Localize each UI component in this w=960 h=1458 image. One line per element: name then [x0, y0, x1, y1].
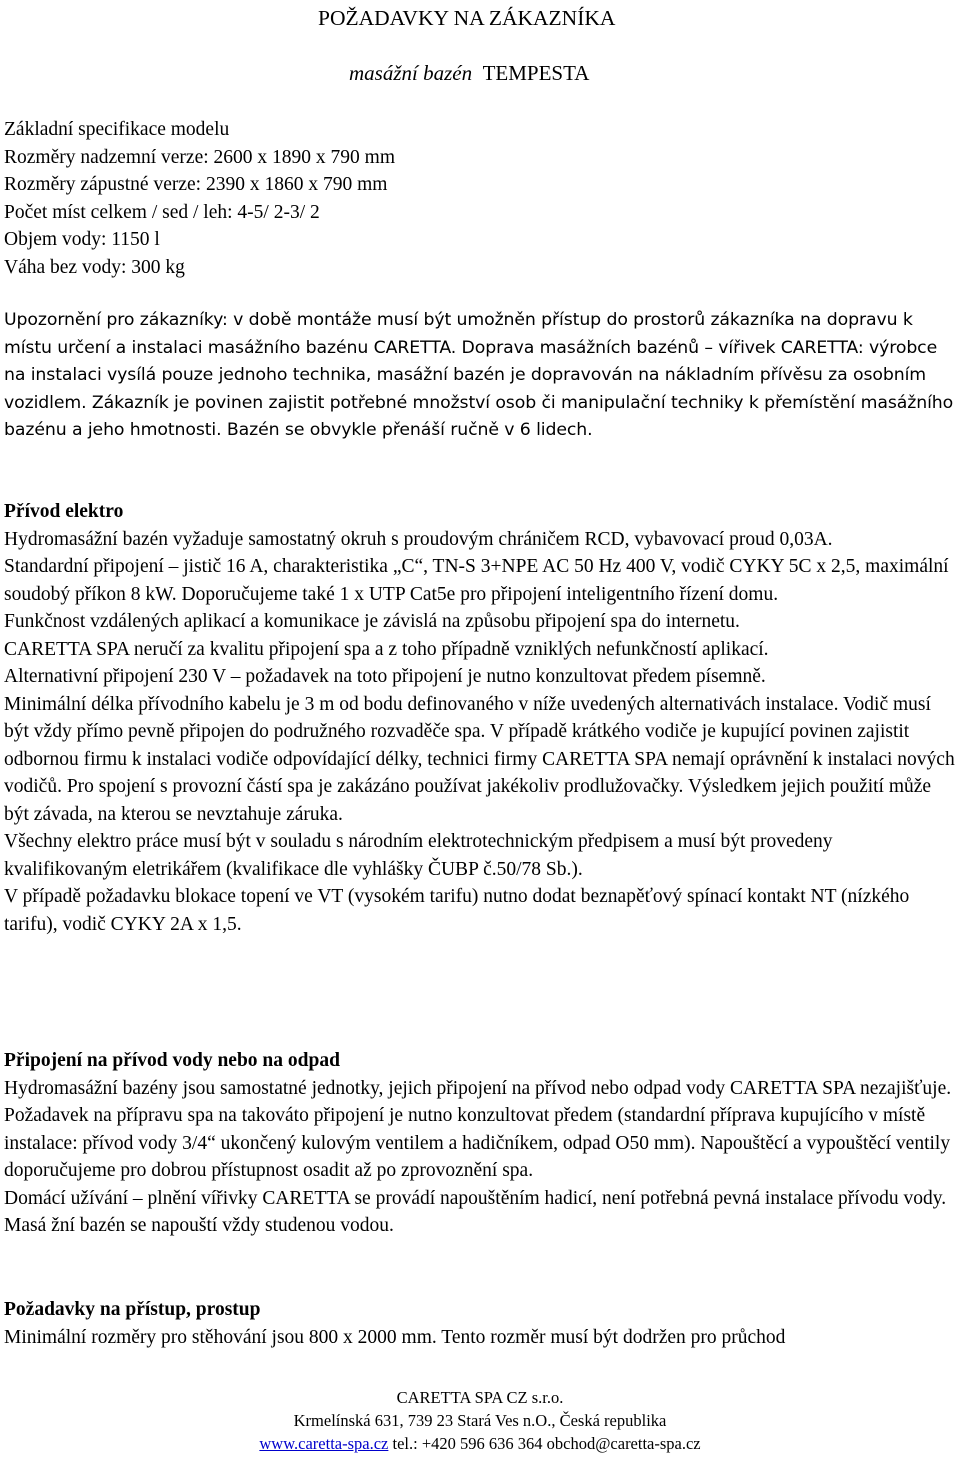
page-title: POŽADAVKY NA ZÁKAZNÍKA: [318, 6, 616, 30]
paragraph: Funkčnost vzdálených aplikací a komunikace je závislá na způsobu připojení spa do internetu.: [4, 611, 740, 632]
pristup-section: [4, 1296, 958, 1351]
paragraph: Hydromasážní bazény jsou samostatné jednotky, jejich připojení na přívod nebo odpad vody CARETTA SPA nezajišťuje. Požadavek na přípravu spa na takováto připojení je nutno konzultovat předem (standardní příprava kupujícího v místě instalace: přívod vody 3/4“ ukončený kulovým ventilem a hadičníkem, odpad O50 mm). Napouštěcí a vypouštěcí ventily doporučujeme pro dobrou přístupnost osadit až po zprovoznění spa.: [4, 1077, 952, 1181]
spec-section: [4, 116, 958, 281]
section-heading: Přívod elektro: [4, 501, 124, 522]
spec-heading: Základní specifikace modelu: [4, 119, 230, 140]
paragraph: Alternativní připojení 230 V – požadavek na toto připojení je nutno konzultovat předem písemně.: [4, 666, 766, 687]
section-heading: Požadavky na přístup, prostup: [4, 1299, 261, 1320]
page-subtitle: [349, 61, 589, 85]
voda-section: [4, 1047, 958, 1240]
footer-address: Krmelínská 631, 739 23 Stará Ves n.O., Česká republika: [293, 1411, 667, 1430]
notice-section: [4, 307, 958, 445]
spec-line: Rozměry nadzemní verze: 2600 x 1890 x 790 mm: [4, 146, 395, 168]
spec-line: Váha bez vody: 300 kg: [4, 256, 185, 278]
subtitle-model: TEMPESTA: [482, 61, 590, 85]
footer-company: CARETTA SPA CZ s.r.o.: [396, 1388, 564, 1407]
paragraph: Všechny elektro práce musí být v souladu s národním elektrotechnickým předpisem a musí být provedeny kvalifikovaným eletrikářem (kvalifikace dle vyhlášky ČUBP č.50/78 Sb.).: [4, 831, 833, 880]
paragraph: Standardní připojení – jistič 16 A, charakteristika „C“, TN-S 3+NPE AC 50 Hz 400 V, vodič CYKY 5C x 2,5, maximální soudobý příkon 8 kW. Doporučujeme také 1 x UTP Cat5e pro připojení inteligentního řízení domu.: [4, 556, 949, 605]
footer-web-link[interactable]: www.caretta-spa.cz: [259, 1434, 389, 1453]
elektro-section: [4, 498, 958, 938]
spec-line: Počet míst celkem / sed / leh: 4-5/ 2-3/ 2: [4, 201, 320, 223]
footer-contact-line: [0, 1432, 960, 1455]
footer-contact: tel.: +420 596 636 364 obchod@caretta-spa.cz: [388, 1434, 701, 1453]
paragraph: Hydromasážní bazén vyžaduje samostatný okruh s proudovým chráničem RCD, vybavovací proud 0,03A.: [4, 528, 833, 550]
paragraph: Minimální rozměry pro stěhování jsou 800 x 2000 mm. Tento rozměr musí být dodržen pro průchod: [4, 1326, 786, 1348]
notice-paragraph: Upozornění pro zákazníky: v době montáže musí být umožněn přístup do prostorů zákazníka na dopravu k místu určení a instalaci masážního bazénu CARETTA. Doprava masážních bazénů – vířivek CARETTA: výrobce na instalaci vysílá pouze jednoho technika, masážní bazén je dopravován na nákladním přívěsu za osobním vozidlem. Zákazník je povinen zajistit potřebné množství osob či manipulační techniky k přemístění masážního bazénu a jeho hmotnosti. Bazén se obvykle přenáší ručně v 6 lidech.: [4, 310, 954, 440]
section-heading: Připojení na přívod vody nebo na odpad: [4, 1050, 340, 1071]
subtitle-prefix: masážní bazén: [349, 61, 473, 85]
spec-line: Rozměry zápustné verze: 2390 x 1860 x 790 mm: [4, 174, 388, 195]
paragraph: Minimální délka přívodního kabelu je 3 m od bodu definovaného v níže uvedených alternativách instalace. Vodič musí být vždy přímo pevně připojen do podružného rozvaděče spa. V případě krátkého vodiče je kupující povinen zajistit odbornou firmu k instalaci vodiče odpovídající délky, technici firmy CARETTA SPA nemají oprávnění k instalaci nových vodičů. Pro spojení s provozní částí spa je zakázáno používat jakékoliv prodlužovačky. Výsledkem jejich použití může být závada, na kterou se nevztahuje záruka.: [4, 693, 955, 825]
spec-line: Objem vody: 1150 l: [4, 229, 160, 250]
footer: [0, 1386, 960, 1455]
paragraph: V případě požadavku blokace topení ve VT (vysokém tarifu) nutno dodat beznapěťový spínací kontakt NT (nízkého tarifu), vodič CYKY 2A x 1,5.: [4, 886, 910, 935]
paragraph: Domácí užívání – plnění vířivky CARETTA se provádí napouštěním hadicí, není potřebná pevná instalace přívodu vody. Masá žní bazén se napouští vždy studenou vodou.: [4, 1187, 947, 1236]
paragraph: CARETTA SPA neručí za kvalitu připojení spa a z toho případně vzniklých nefunkčností aplikací.: [4, 638, 769, 660]
